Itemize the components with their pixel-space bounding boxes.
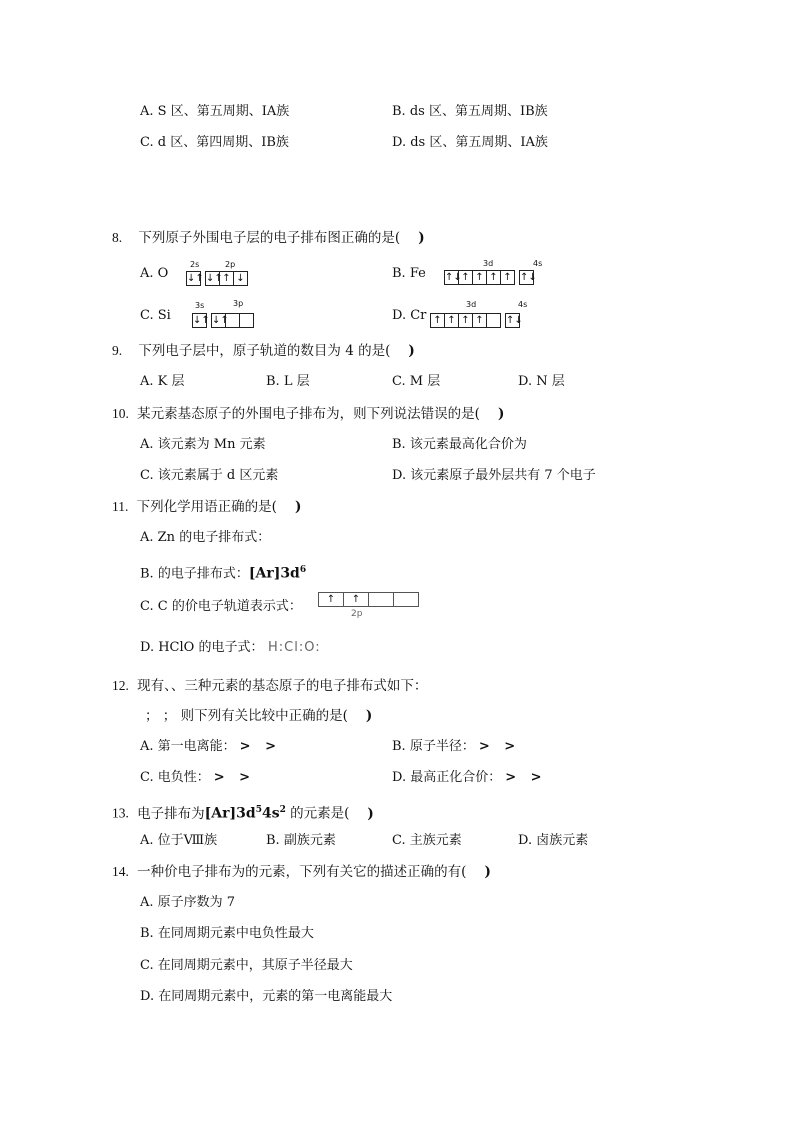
q8-option-d-label: D. Cr — [392, 308, 427, 323]
q10-option-b: B. 该元素最高化合价为 — [392, 437, 527, 452]
orbital-box — [239, 313, 254, 328]
electron-config-formula: [Ar]3d — [248, 565, 300, 582]
q13-option-a: A. 位于Ⅷ族 — [140, 833, 218, 848]
question-stem: 下列原子外围电子层的电子排布图正确的是( — [138, 230, 401, 246]
orbital-box: ↑ — [486, 270, 501, 285]
option-text: C. 电负性： — [140, 770, 210, 785]
orbital-box: ↓ — [233, 271, 248, 286]
orbital-box: ↑↓ — [520, 272, 537, 283]
q7-option-c: C. d 区、第四周期、ⅠB族 — [140, 135, 289, 150]
orbital-box — [393, 592, 419, 607]
orbital-box: ↑ — [472, 270, 487, 285]
q9-option-a: A. K 层 — [140, 374, 185, 389]
q7-option-b: B. ds 区、第五周期、ⅠB族 — [392, 104, 548, 119]
orbital-label: 2p — [351, 609, 363, 619]
orbital-label: 3d — [466, 300, 477, 309]
question-stem: 电子排布为 — [137, 805, 205, 822]
q9-option-b: B. L 层 — [266, 374, 310, 389]
question-number: 9. — [112, 343, 123, 358]
orbital-label: 2p — [225, 260, 236, 269]
greater-than-sign: > — [504, 739, 516, 754]
q7-option-d: D. ds 区、第五周期、ⅠA族 — [392, 135, 548, 150]
option-text: B. 的电子排布式： — [140, 566, 249, 582]
answer-paren-close: ) — [365, 708, 373, 724]
question-10 — [112, 406, 504, 422]
question-stem: ； ； 则下列有关比较中正确的是( — [145, 708, 348, 724]
question-9 — [112, 343, 415, 359]
q13-option-c: C. 主族元素 — [392, 833, 462, 848]
question-8 — [112, 230, 425, 246]
q8-c-orbital-diagram — [192, 313, 253, 328]
q14-option-a: A. 原子序数为 7 — [140, 895, 236, 910]
orbital-box: ↑↓ — [445, 272, 462, 283]
q11-option-a: A. Zn 的电子排布式： — [140, 530, 271, 545]
answer-paren-close: ) — [418, 230, 425, 246]
answer-paren-close: ) — [497, 406, 505, 422]
orbital-box: ↓↑ — [187, 273, 204, 284]
q10-option-a: A. 该元素为 Mn 元素 — [140, 437, 266, 452]
orbital-label: 3s — [195, 301, 205, 310]
orbital-box: ↓↑ — [193, 315, 210, 326]
question-13 — [112, 802, 374, 822]
answer-paren-close: ) — [408, 343, 415, 359]
question-stem: 的元素是( — [285, 805, 350, 822]
greater-than-sign: > — [265, 739, 276, 754]
q8-option-a-label: A. O — [140, 266, 169, 281]
orbital-box: ↑ — [458, 313, 473, 328]
q12-option-c — [140, 770, 250, 786]
orbital-box — [486, 313, 501, 328]
question-number: 12. — [112, 678, 129, 693]
orbital-box: ↑ — [343, 592, 369, 607]
orbital-label: 4s — [518, 300, 528, 309]
q11-option-b — [140, 562, 306, 582]
orbital-label: 3p — [233, 299, 244, 308]
orbital-box: ↑ — [318, 592, 344, 607]
answer-paren-close: ) — [484, 864, 491, 880]
q8-d-orbital-diagram — [430, 313, 523, 328]
q13-option-b: B. 副族元素 — [266, 833, 336, 848]
answer-paren-close: ) — [294, 499, 302, 515]
orbital-box: ↓↑ — [212, 315, 229, 326]
q10-option-c: C. 该元素属于 d 区元素 — [140, 468, 279, 483]
q11-c-orbital-diagram — [318, 592, 418, 607]
question-stem: 下列电子层中，原子轨道的数目为 4 的是( — [138, 343, 391, 359]
question-number: 14. — [112, 864, 129, 879]
q11-option-d: D. HClO 的电子式： — [140, 640, 264, 655]
orbital-label: 3d — [483, 259, 494, 268]
question-stem: 下列化学用语正确的是( — [136, 499, 277, 515]
superscript: 6 — [299, 565, 307, 575]
question-number: 13. — [112, 805, 129, 821]
question-11 — [112, 499, 301, 515]
greater-than-sign: > — [530, 770, 542, 785]
electron-config-formula: [Ar]3d — [204, 805, 256, 822]
question-stem: 现有、、三种元素的基态原子的电子排布式如下： — [137, 678, 428, 694]
answer-paren-close: ) — [367, 805, 374, 822]
q11-option-c: C. C 的价电子轨道表示式： — [140, 599, 302, 614]
orbital-box: ↑ — [430, 313, 445, 328]
orbital-box: ↑ — [458, 270, 473, 285]
q8-b-orbital-diagram — [444, 270, 537, 285]
orbital-box — [368, 592, 394, 607]
orbital-box: ↓↑ — [206, 273, 223, 284]
q12-option-d — [392, 770, 542, 786]
orbital-box: ↑ — [219, 271, 234, 286]
q7-option-a: A. S 区、第五周期、ⅠA族 — [140, 104, 290, 119]
orbital-label: 4s — [533, 259, 543, 268]
superscript: 5 — [255, 805, 262, 815]
option-text: D. 最高正化合价： — [392, 770, 502, 785]
question-number: 10. — [112, 406, 129, 421]
question-14 — [112, 864, 491, 880]
option-text: A. 第一电离能： — [140, 739, 236, 754]
orbital-label: 2s — [190, 260, 200, 269]
greater-than-sign: > — [239, 739, 256, 754]
q14-option-b: B. 在同周期元素中电负性最大 — [140, 926, 314, 941]
superscript: 2 — [279, 805, 286, 815]
orbital-box: ↑↓ — [506, 315, 523, 326]
electron-config-formula: 4s — [261, 805, 280, 822]
question-number: 8. — [112, 230, 123, 245]
orbital-box: ↑ — [444, 313, 459, 328]
q12-option-b — [392, 739, 515, 755]
greater-than-sign: > — [239, 770, 251, 785]
orbital-box: ↑ — [472, 313, 487, 328]
q9-option-c: C. M 层 — [392, 374, 441, 389]
question-12 — [112, 678, 427, 694]
q8-option-c-label: C. Si — [140, 308, 171, 323]
question-12-line2 — [145, 708, 372, 724]
q9-option-d: D. N 层 — [518, 374, 565, 389]
q14-option-c: C. 在同周期元素中，其原子半径最大 — [140, 958, 353, 973]
greater-than-sign: > — [505, 770, 521, 785]
question-number: 11. — [112, 499, 129, 514]
q8-option-b-label: B. Fe — [392, 266, 426, 281]
option-text: B. 原子半径： — [392, 739, 475, 754]
q10-option-d: D. 该元素原子最外层共有 7 个电子 — [392, 468, 596, 483]
orbital-box: ↑ — [500, 270, 515, 285]
greater-than-sign: > — [478, 739, 495, 754]
electron-dot-formula: H:Cl:O: — [268, 640, 321, 655]
q13-option-d: D. 卤族元素 — [518, 833, 589, 848]
q8-a-orbital-diagram — [186, 271, 247, 286]
question-stem: 某元素基态原子的外围电子排布为，则下列说法错误的是( — [137, 406, 480, 422]
greater-than-sign: > — [213, 770, 230, 785]
question-stem: 一种价电子排布为的元素，下列有关它的描述正确的有( — [137, 864, 467, 880]
q14-option-d: D. 在同周期元素中，元素的第一电离能最大 — [140, 989, 393, 1004]
q12-option-a — [140, 739, 276, 755]
orbital-box — [225, 313, 240, 328]
